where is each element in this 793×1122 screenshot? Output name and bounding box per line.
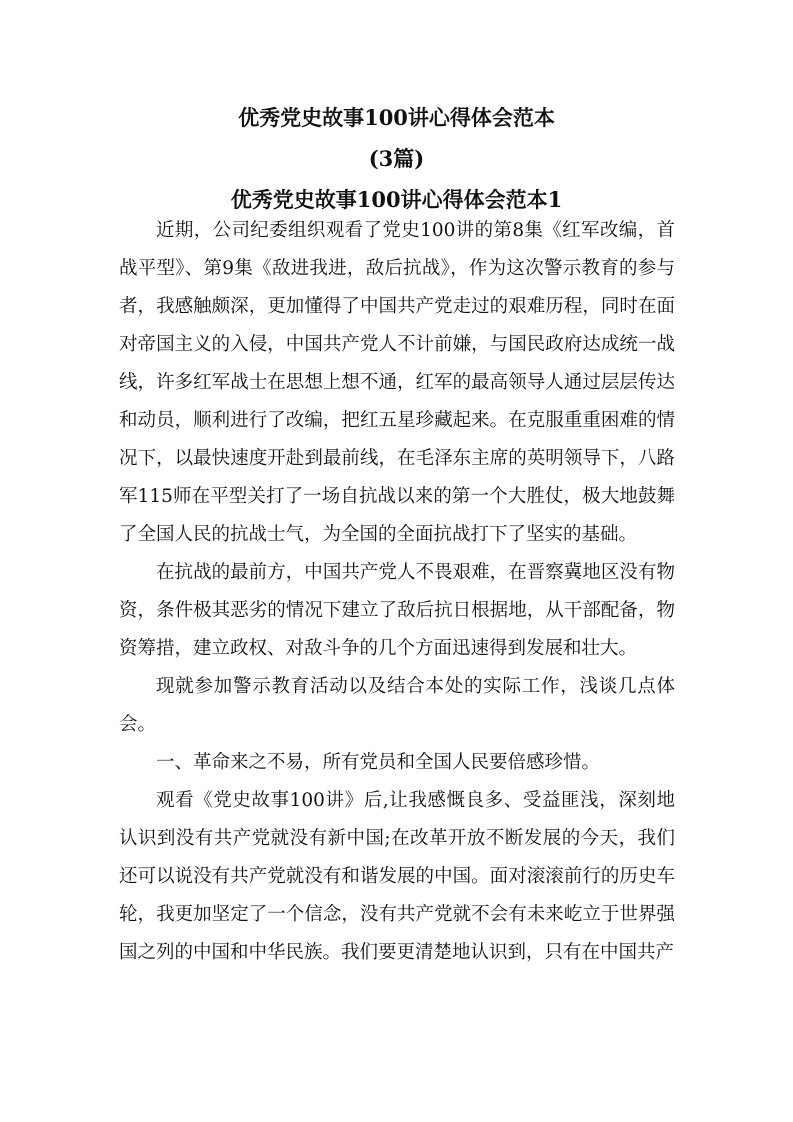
document-body [119,212,675,972]
document-subtitle: (3篇) [368,146,425,171]
paragraph-4: 一、革命来之不易，所有党员和全国人民要倍感珍惜。 [156,752,601,773]
paragraph-2: 在抗战的最前方，中国共产党人不畏艰难，在晋察冀地区没有物资，条件极其恶劣的情况下建立了敌后抗日根据地，从干部配备，物资筹措，建立政权、对敌斗争的几个方面迅速得到发展和壮大。 [119,562,675,659]
paragraph-3: 现就参加警示教育活动以及结合本处的实际工作，浅谈几点体会。 [119,676,675,735]
paragraph-1: 近期，公司纪委组织观看了党史100讲的第8集《红军改编，首战平型》、第9集《敌进我进，敌后抗战》，作为这次警示教育的参与者，我感触颇深，更加懂得了中国共产党走过的艰难历程，同时在面对帝国主义的入侵，中国共产党人不计前嫌，与国民政府达成统一战线，许多红军战士在思想上想不通，红军的最高领导人通过层层传达和动员，顺利进行了改编，把红五星珍藏起来。在克服重重困难的情况下，以最快速度开赴到最前线，在毛泽东主席的英明领导下，八路军115师在平型关打了一场自抗战以来的第一个大胜仗，极大地鼓舞了全国人民的抗战士气，为全国的全面抗战打下了坚实的基础。 [119,220,675,545]
section-title: 优秀党史故事100讲心得体会范本1 [230,187,563,212]
document-title: 优秀党史故事100讲心得体会范本 [238,105,555,130]
paragraph-5: 观看《党史故事100讲》后,让我感慨良多、受益匪浅，深刻地认识到没有共产党就没有新中国;在改革开放不断发展的今天，我们还可以说没有共产党就没有和谐发展的中国。面对滚滚前行的历史车轮，我更加坚定了一个信念，没有共产党就不会有未来屹立于世界强国之列的中国和中华民族。我们要更清楚地认识到，只有在中国共产 [119,790,675,963]
